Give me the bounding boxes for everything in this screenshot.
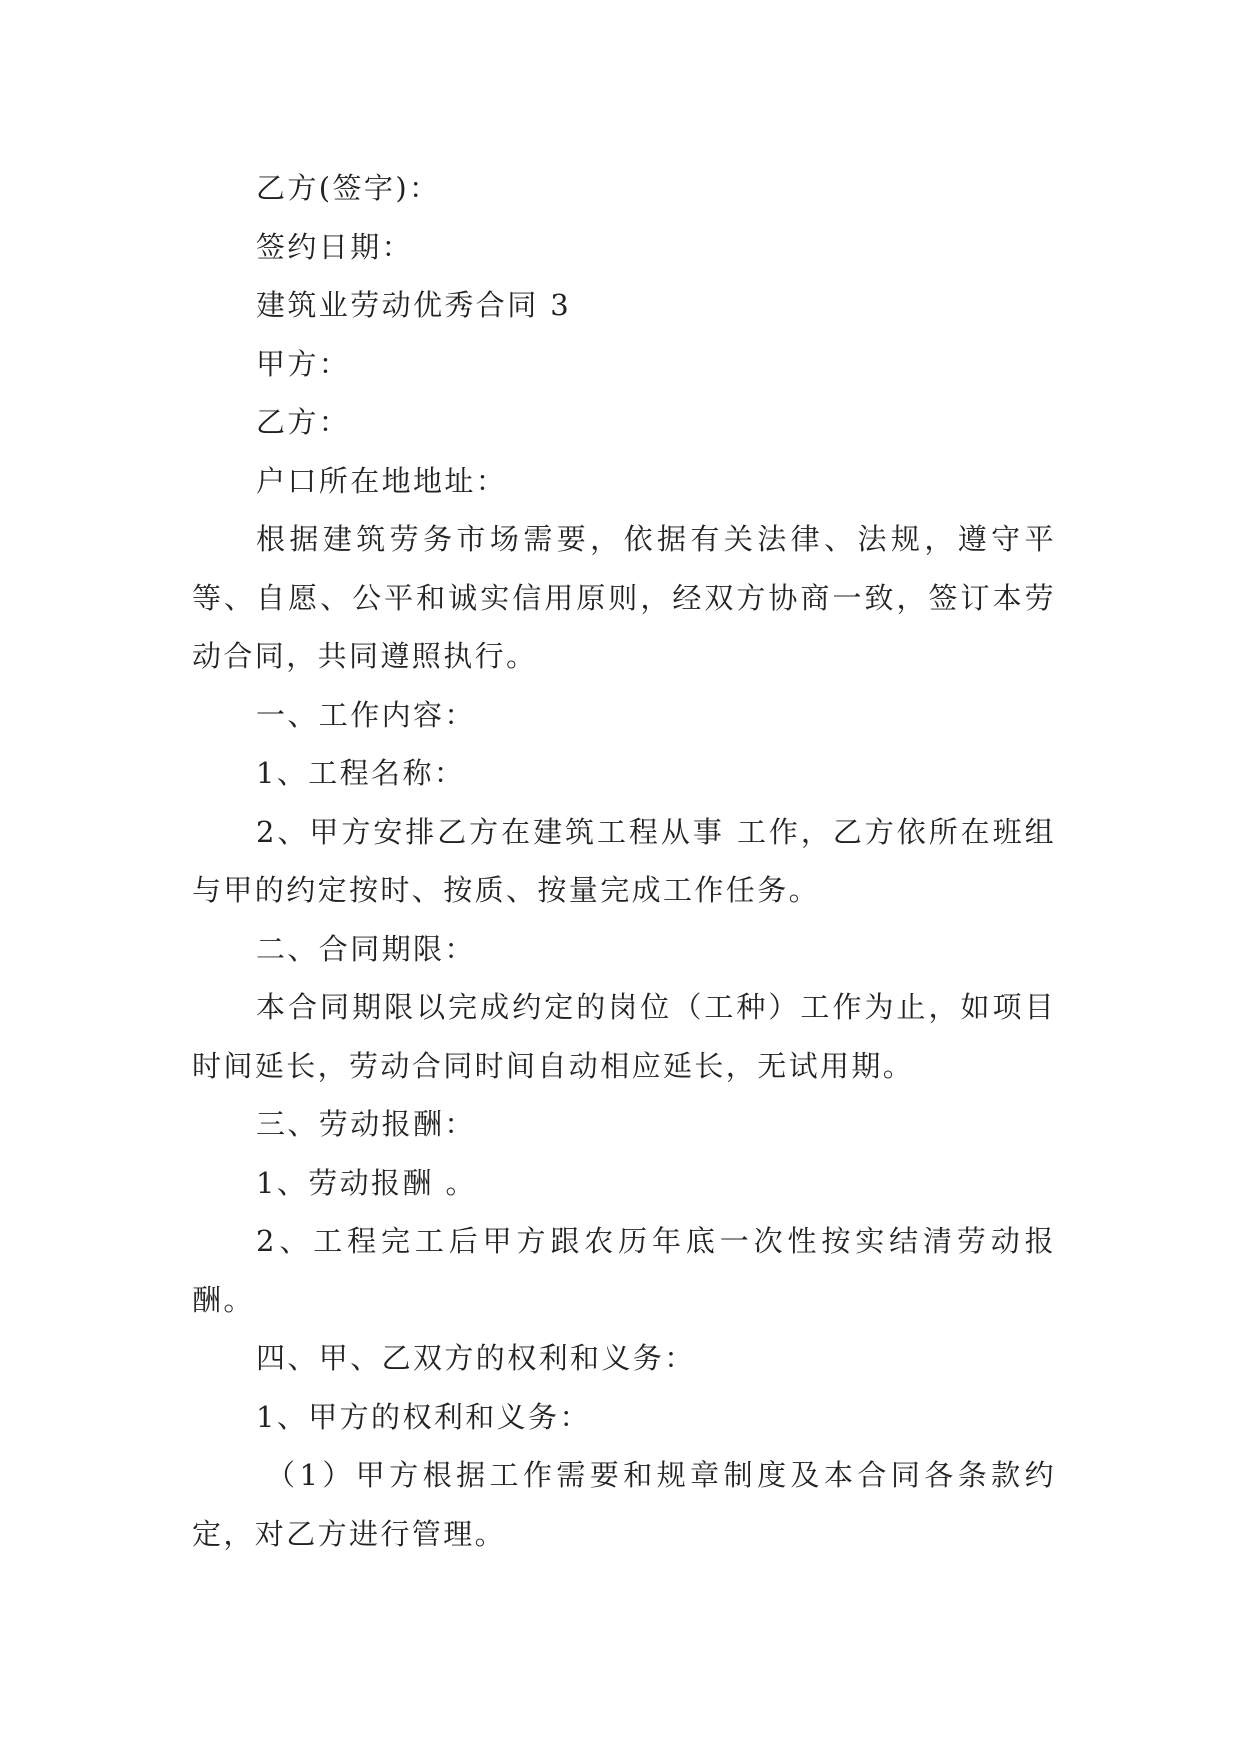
section-heading-rights-obligations: 四、甲、乙双方的权利和义务： [256,1341,696,1375]
party-b-signature-line: 乙方(签字)： [256,171,441,205]
contract-title: 建筑业劳动优秀合同 3 [256,288,572,322]
contract-body [192,159,1056,1563]
preamble-paragraph: 根据建筑劳务市场需要，依据有关法律、法规，遵守平等、自愿、公平和诚实信用原则，经双方协商一致，签订本劳动合同，共同遵照执行。 [192,522,1056,673]
clause-project-name: 1、工程名称： [256,756,466,790]
party-a-line: 甲方： [256,346,351,381]
clause-contract-term: 本合同期限以完成约定的岗位（工种）工作为止，如项目时间延长，劳动合同时间自动相应延长，无试用期。 [192,990,1056,1083]
subsection-heading-party-a: 1、甲方的权利和义务： [256,1399,591,1434]
clause-remuneration-settlement: 2、工程完工后甲方跟农历年底一次性按实结清劳动报酬。 [192,1224,1056,1317]
household-address-line: 户口所在地地址： [256,463,508,498]
clause-work-assignment: 2、甲方安排乙方在建筑工程从事 工作，乙方依所在班组与甲的约定按时、按质、按量完成工作任务。 [192,814,1056,907]
section-heading-remuneration: 三、劳动报酬： [256,1107,476,1141]
section-heading-work-content: 一、工作内容： [256,697,476,732]
signing-date-line: 签约日期： [256,229,414,264]
clause-remuneration-amount: 1、劳动报酬 。 [256,1165,477,1200]
clause-party-a-management: （1）甲方根据工作需要和规章制度及本合同各条款约定，对乙方进行管理。 [192,1458,1056,1551]
party-b-line: 乙方： [256,405,351,439]
section-heading-contract-term: 二、合同期限： [256,931,476,966]
